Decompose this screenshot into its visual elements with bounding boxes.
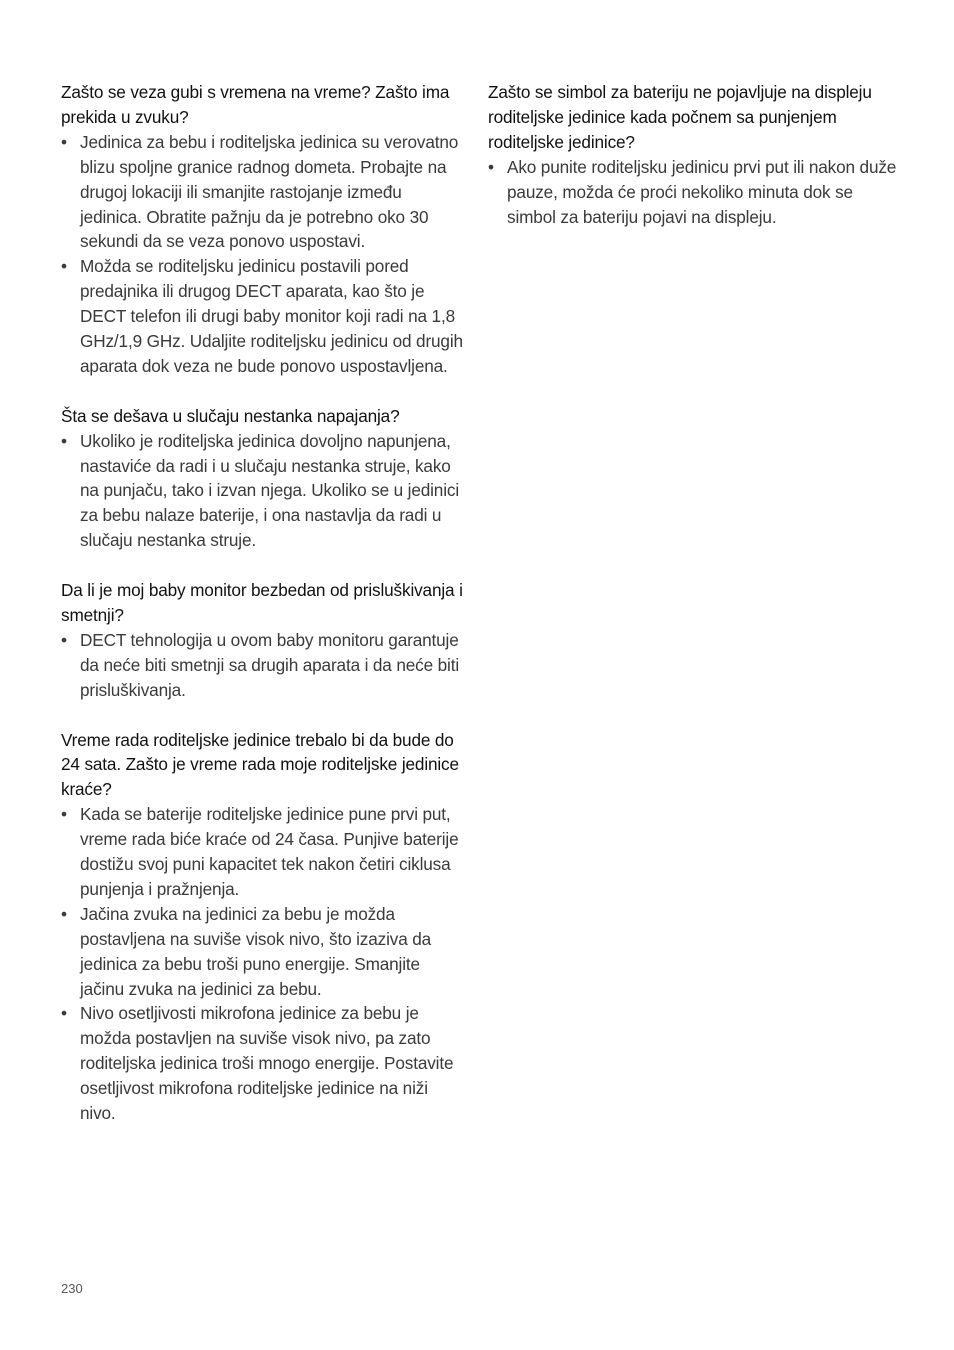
faq-answer-text: Kada se baterije roditeljske jedinice pune prvi put, vreme rada biće kraće od 24 časa. Punjive baterije dostižu svoj puni kapacitet tek nakon četiri ciklusa punjenja i pražnjenja. xyxy=(80,804,459,899)
faq-answer-item xyxy=(61,429,466,554)
bullet-icon: • xyxy=(61,629,67,650)
faq-question: Da li je moj baby monitor bezbedan od prisluškivanja i smetnji? xyxy=(61,580,463,625)
left-column xyxy=(61,80,466,1151)
faq-answer-text: Ukoliko je roditeljska jedinica dovoljno napunjena, nastaviće da radi i u slučaju nestanka struje, kako na punjaču, tako i izvan njega. Ukoliko se u jedinici za bebu nalaze baterije, i ona nastavlja da radi u slučaju nestanka struje. xyxy=(80,430,459,551)
faq-answer-list xyxy=(488,155,898,230)
faq-answer-text: Nivo osetljivosti mikrofona jedinice za bebu je možda postavljen na suviše visok nivo, pa zato roditeljska jedinica troši mnogo energije. Postavite osetljivost mikrofona roditeljske jedinice na niži nivo. xyxy=(80,1003,454,1124)
faq-answer-text: DECT tehnologija u ovom baby monitoru garantuje da neće biti smetnji sa drugih aparata i da neće biti prisluškivanja. xyxy=(80,629,460,700)
faq-answer-text: Možda se roditeljsku jedinicu postavili pored predajnika ili drugog DECT aparata, kao što je DECT telefon ili drugi baby monitor koji radi na 1,8 GHz/1,9 GHz. Udaljite roditeljsku jedinicu od drugih aparata dok veza ne bude ponovo uspostavljena. xyxy=(80,256,463,376)
faq-answer-list xyxy=(61,628,466,703)
faq-section xyxy=(61,578,466,703)
faq-question: Zašto se simbol za bateriju ne pojavljuje na displeju roditeljske jedinice kada počnem sa punjenjem roditeljske jedinice? xyxy=(488,82,872,152)
faq-answer-text: Ako punite roditeljsku jedinicu prvi put ili nakon duže pauze, možda će proći nekoliko minuta dok se simbol za bateriju pojavi na displeju. xyxy=(507,156,897,227)
faq-question: Vreme rada roditeljske jedinice trebalo bi da bude do 24 sata. Zašto je vreme rada moje roditeljske jedinice kraće? xyxy=(61,729,459,800)
faq-answer-item xyxy=(61,628,466,703)
bullet-icon: • xyxy=(488,156,494,177)
faq-answer-item xyxy=(61,802,466,902)
faq-answer-text: Jedinica za bebu i roditeljska jedinica su verovatno blizu spoljne granice radnog dometa. Probajte na drugoj lokaciji ili smanjite rastojanje između jedinica. Obratite pažnju da je potrebno oko 30 sekundi da se veza ponovo uspostavi. xyxy=(80,131,459,252)
bullet-icon: • xyxy=(61,131,67,152)
faq-answer-text: Jačina zvuka na jedinici za bebu je možda postavljena na suviše visok nivo, što izaziva da jedinica za bebu troši puno energije. Smanjite jačinu zvuka na jedinici za bebu. xyxy=(80,903,432,999)
faq-section xyxy=(488,80,898,229)
faq-question: Šta se dešava u slučaju nestanka napajanja? xyxy=(61,405,400,426)
faq-section xyxy=(61,404,466,553)
bullet-icon: • xyxy=(61,1003,67,1024)
bullet-icon: • xyxy=(61,430,67,451)
page-number: 230 xyxy=(61,1281,83,1296)
faq-answer-item xyxy=(61,254,466,379)
faq-answer-item xyxy=(61,902,466,1002)
faq-section xyxy=(61,80,466,379)
faq-answer-item xyxy=(488,155,898,230)
faq-section xyxy=(61,728,466,1127)
bullet-icon: • xyxy=(61,256,67,277)
faq-answer-item xyxy=(61,130,466,255)
right-column xyxy=(488,80,898,254)
faq-answer-list xyxy=(61,802,466,1126)
faq-answer-list xyxy=(61,130,466,379)
faq-question: Zašto se veza gubi s vremena na vreme? Zašto ima prekida u zvuku? xyxy=(61,82,450,127)
faq-answer-item xyxy=(61,1001,466,1126)
bullet-icon: • xyxy=(61,804,67,825)
faq-answer-list xyxy=(61,429,466,554)
bullet-icon: • xyxy=(61,903,67,924)
